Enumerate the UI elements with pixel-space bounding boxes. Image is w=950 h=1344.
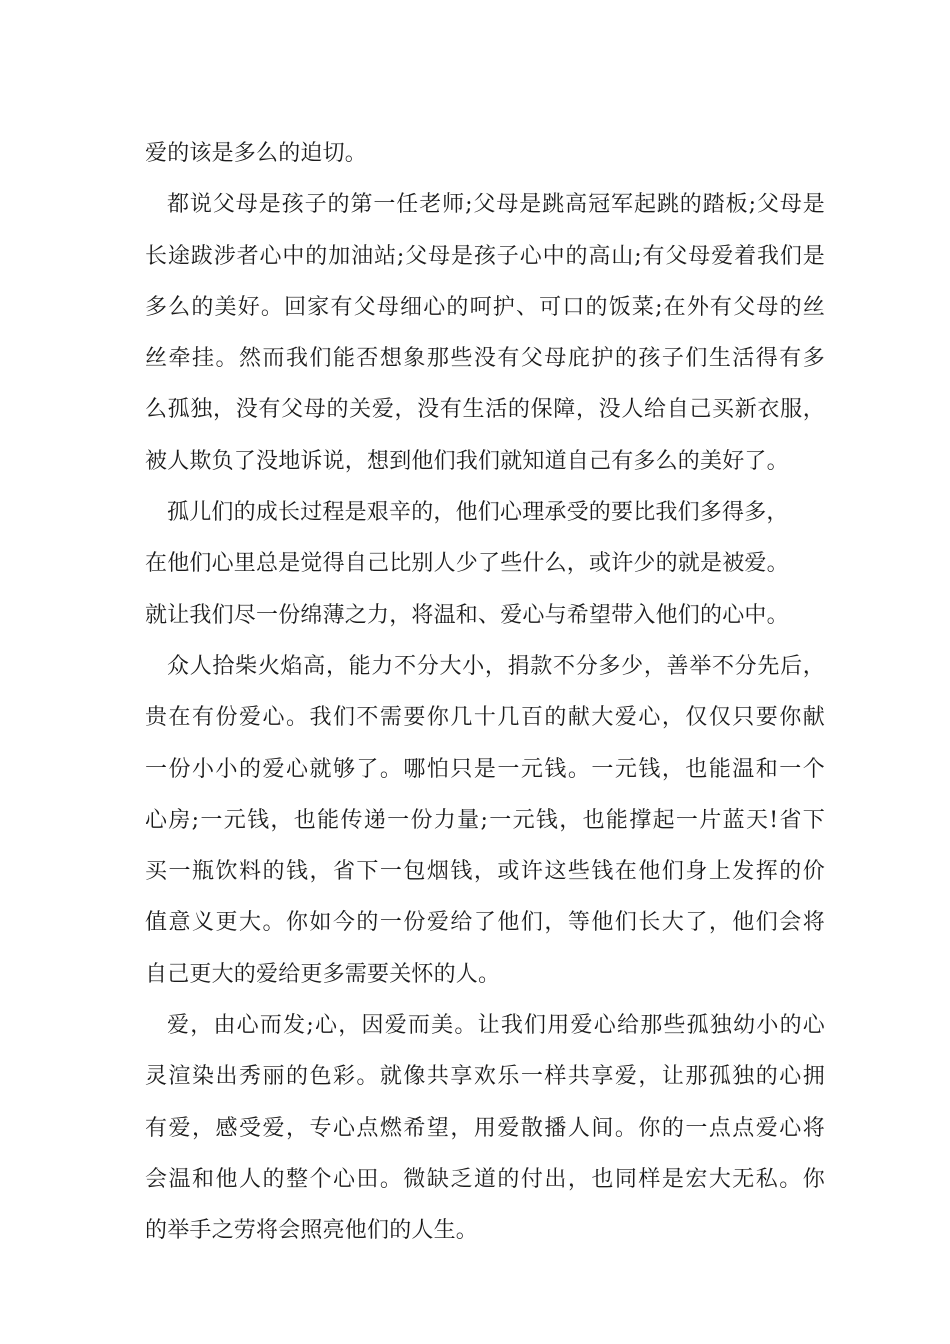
- text-line: 爱的该是多么的迫切。: [145, 141, 368, 166]
- text-line: 值意义更大。你如今的一份爱给了他们，等他们长大了，他们会将: [145, 910, 825, 936]
- text-line: 灵渲染出秀丽的色彩。就像共享欢乐一样共享爱，让那孤独的心拥: [145, 1064, 825, 1090]
- text-line: 众人拾柴火焰高，能力不分大小，捐款不分多少，善举不分先后，: [167, 653, 825, 679]
- text-line: 自己更大的爱给更多需要关怀的人。: [145, 961, 501, 987]
- text-line: 爱，由心而发;心，因爱而美。让我们用爱心给那些孤独幼小的心: [167, 1013, 825, 1039]
- document-body: [145, 128, 825, 1257]
- text-line: 一份小小的爱心就够了。哪怕只是一元钱。一元钱，也能温和一个: [145, 756, 825, 782]
- text-line: 买一瓶饮料的钱，省下一包烟钱，或许这些钱在他们身上发挥的价: [145, 859, 825, 885]
- text-line: 丝牵挂。然而我们能否想象那些没有父母庇护的孩子们生活得有多: [145, 346, 825, 372]
- text-line: 被人欺负了没地诉说，想到他们我们就知道自己有多么的美好了。: [145, 448, 789, 474]
- text-line: 就让我们尽一份绵薄之力，将温和、爱心与希望带入他们的心中。: [145, 602, 789, 628]
- text-line: 都说父母是孩子的第一任老师;父母是跳高冠军起跳的踏板;父母是: [167, 192, 825, 218]
- text-line: 心房;一元钱，也能传递一份力量;一元钱，也能撑起一片蓝天!省下: [145, 807, 825, 833]
- text-line: 有爱，感受爱，专心点燃希望，用爱散播人间。你的一点点爱心将: [145, 1115, 825, 1141]
- text-line: 多么的美好。回家有父母细心的呵护、可口的饭菜;在外有父母的丝: [145, 294, 825, 320]
- text-line: 么孤独，没有父母的关爱，没有生活的保障，没人给自己买新衣服，: [145, 397, 825, 423]
- text-line: 孤儿们的成长过程是艰辛的，他们心理承受的要比我们多得多，: [167, 500, 789, 526]
- text-line: 在他们心里总是觉得自己比别人少了些什么，或许少的就是被爱。: [145, 551, 789, 577]
- text-line: 的举手之劳将会照亮他们的人生。: [145, 1218, 479, 1244]
- text-line: 贵在有份爱心。我们不需要你几十几百的献大爱心，仅仅只要你献: [145, 705, 825, 731]
- text-line: 长途跋涉者心中的加油站;父母是孩子心中的高山;有父母爱着我们是: [145, 243, 825, 269]
- text-line: 会温和他人的整个心田。微缺乏道的付出，也同样是宏大无私。你: [145, 1166, 825, 1192]
